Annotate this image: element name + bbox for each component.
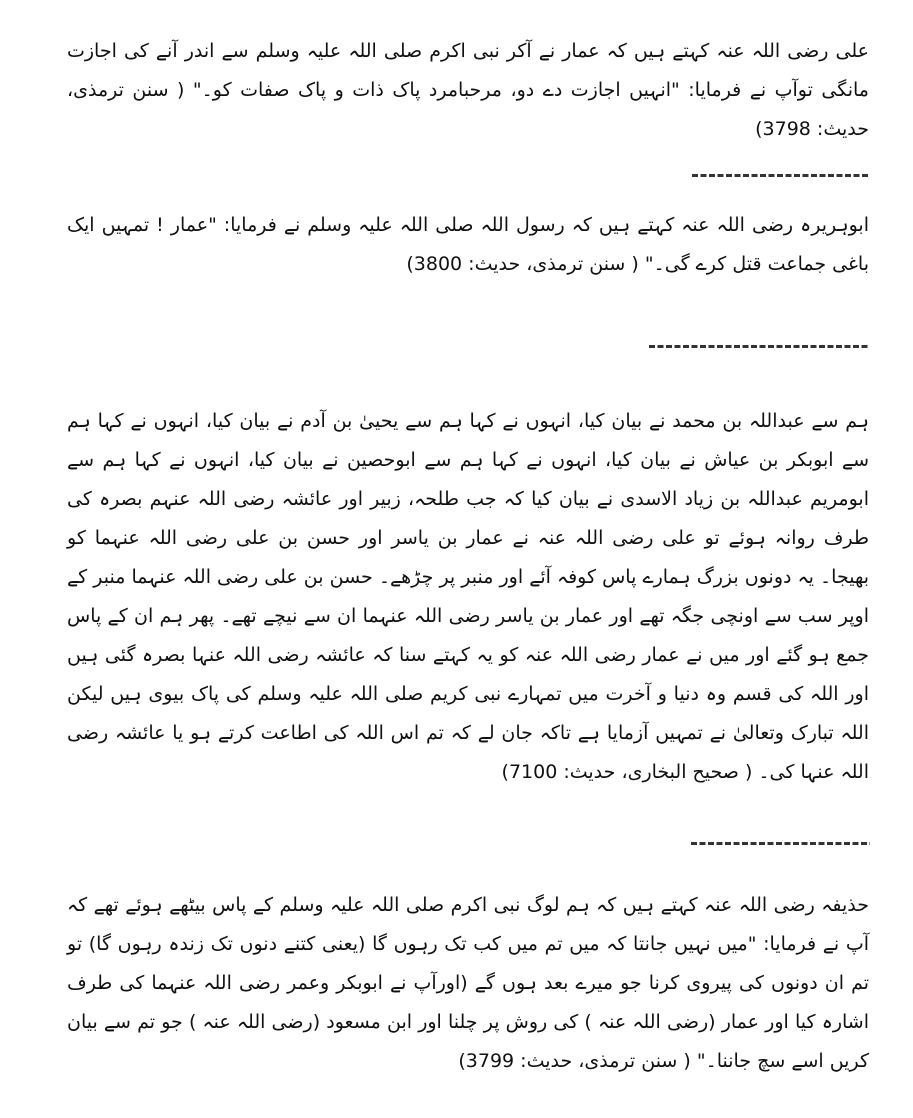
hadith-text: ہم سے عبداللہ بن محمد نے بیان کیا، انہوں نے کہا ہم سے یحییٰ بن آدم نے بیان کیا، انہوں نے کہا ہم سے ابوبکر بن عیاش نے بیان کیا، انہوں نے کہا ہم سے ابوحصین نے بیان کیا، انہوں نے کہا ہم سے ابومریم عبداللہ بن زیاد الاسدی نے بیان کیا کہ جب طلحہ، زبیر اور عائشہ رضی اللہ عنہم بصرہ کی طرف روانہ ہوئے تو علی رضی اللہ عنہ نے عمار بن یاسر اور حسن بن علی رضی اللہ عنہما کو بھیجا۔ یہ دونوں بزرگ ہمارے پاس کوفہ آئے اور منبر پر چڑھے۔ حسن بن علی رضی اللہ عنہما منبر کے اوپر سب سے اونچی جگہ تھے اور عمار بن یاسر رضی اللہ عنہما ان سے نیچے تھے۔ پھر ہم ان کے پاس جمع ہو گئے اور میں نے عمار رضی اللہ عنہ کو یہ کہتے سنا کہ عائشہ رضی اللہ عنہا بصرہ گئی ہیں اور اللہ کی قسم وہ دنیا و آخرت میں تمہارے نبی کریم صلی اللہ علیہ وسلم کی پاک بیوی ہیں لیکن اللہ تبارک وتعالیٰ نے تمہیں آزمایا ہے تاکہ جان لے کہ تم اس اللہ کی اطاعت کرتے ہو یا عائشہ رضی اللہ عنہا کی۔ <box>67 410 869 783</box>
hadith-paragraph <box>67 402 869 792</box>
hadith-citation: ( سنن ترمذی، حدیث: 3799) <box>458 1050 691 1072</box>
hadith-text: علی رضی اللہ عنہ کہتے ہیں کہ عمار نے آکر نبی اکرم صلی اللہ علیہ وسلم سے اندر آنے کی اجازت مانگی توآپ نے فرمایا: "انہیں اجازت دے دو، مرحبامرد پاک ذات و پاک صفات کو۔" <box>67 40 869 101</box>
hadith-paragraph <box>67 32 869 149</box>
hadith-paragraph <box>67 206 869 284</box>
hadith-text: ابوہریرہ رضی اللہ عنہ کہتے ہیں کہ رسول اللہ صلی اللہ علیہ وسلم نے فرمایا: "عمار ! تمہیں ایک باغی جماعت قتل کرے گی۔" <box>67 214 869 275</box>
hadith-citation: ( سنن ترمذی، حدیث: 3800) <box>406 253 639 275</box>
separator-line <box>649 345 870 348</box>
hadith-text: حذیفہ رضی اللہ عنہ کہتے ہیں کہ ہم لوگ نبی اکرم صلی اللہ علیہ وسلم کے پاس بیٹھے ہوئے تھے کہ آپ نے فرمایا: "میں نہیں جانتا کہ میں تم میں کب تک رہوں گا (یعنی کتنے دنوں تک زندہ رہوں گا) تو تم ان دونوں کی پیروی کرنا جو میرے بعد ہوں گے (اورآپ نے ابوبکر وعمر رضی اللہ عنہما کی طرف اشارہ کیا اور عمار (رضی اللہ عنہ ) کی روش پر چلنا اور ابن مسعود (رضی اللہ عنہ ) جو تم سے بیان کریں اسے سچ جاننا۔" <box>67 894 870 1072</box>
hadith-paragraph <box>67 886 869 1081</box>
separator-line <box>691 842 870 845</box>
hadith-citation: ( صحیح البخاری، حدیث: 7100) <box>501 761 753 783</box>
hadith-citation: ( سنن ترمذی، حدیث: 3798) <box>67 79 869 140</box>
separator-line <box>692 174 870 177</box>
